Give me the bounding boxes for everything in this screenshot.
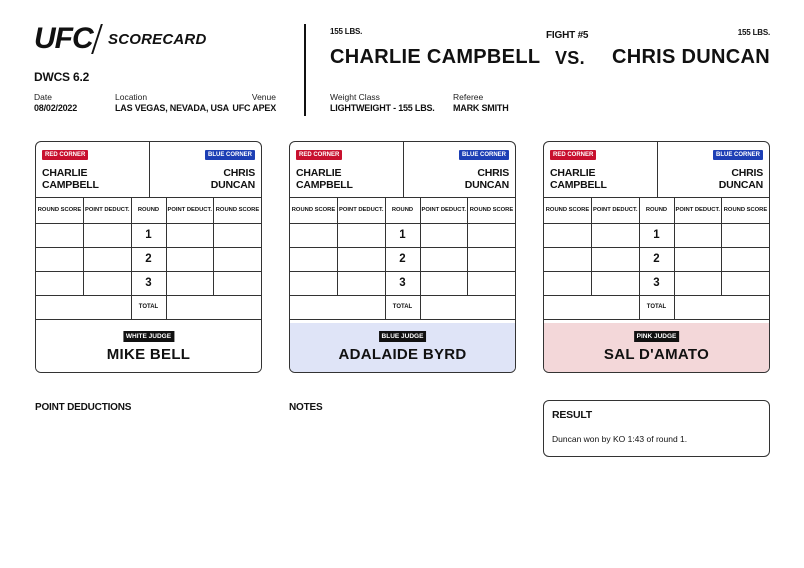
deduct-cell[interactable]	[338, 247, 386, 271]
round-number: 1	[385, 223, 420, 247]
round-number: 3	[639, 271, 674, 295]
location-label: Location	[115, 92, 148, 102]
header-divider	[304, 24, 306, 116]
col-point-deduct: POINT DEDUCT.	[674, 198, 722, 223]
score-cell[interactable]	[722, 223, 770, 247]
score-cell[interactable]	[214, 223, 262, 247]
score-cell[interactable]	[290, 247, 338, 271]
deduct-cell[interactable]	[592, 247, 640, 271]
col-round-score: ROUND SCORE	[290, 198, 338, 223]
round-number: 2	[639, 247, 674, 271]
round-number: 2	[385, 247, 420, 271]
judge-badge: PINK JUDGE	[634, 331, 680, 342]
total-label: TOTAL	[385, 295, 420, 319]
judge-badge: BLUE JUDGE	[379, 331, 427, 342]
red-weight: 155 LBS.	[330, 27, 363, 36]
corner-names	[544, 142, 769, 198]
judge-name: MIKE BELL	[106, 346, 191, 363]
col-point-deduct: POINT DEDUCT.	[166, 198, 214, 223]
score-cell[interactable]	[290, 271, 338, 295]
round-number: 3	[385, 271, 420, 295]
score-cell[interactable]	[722, 271, 770, 295]
blue-corner-badge: BLUE CORNER	[713, 150, 763, 160]
red-total-cell[interactable]	[290, 295, 385, 319]
score-cell[interactable]	[214, 271, 262, 295]
deduct-cell[interactable]	[338, 271, 386, 295]
red-corner-badge: RED CORNER	[42, 150, 88, 160]
deduct-cell[interactable]	[674, 271, 722, 295]
scorecard-judge-3	[543, 141, 770, 373]
col-round-score: ROUND SCORE	[36, 198, 84, 223]
deduct-cell[interactable]	[338, 223, 386, 247]
deduct-cell[interactable]	[674, 247, 722, 271]
location-value: LAS VEGAS, NEVADA, USA	[115, 103, 229, 113]
col-point-deduct: POINT DEDUCT.	[84, 198, 132, 223]
blue-corner-name: CHRIS DUNCAN	[718, 167, 763, 191]
corner-names	[290, 142, 515, 198]
venue-label: Venue	[251, 92, 276, 102]
deduct-cell[interactable]	[84, 271, 132, 295]
col-round: ROUND	[131, 198, 166, 223]
deduct-cell[interactable]	[166, 223, 214, 247]
col-round-score: ROUND SCORE	[544, 198, 592, 223]
ufc-logo: UFC	[34, 22, 93, 55]
col-point-deduct: POINT DEDUCT.	[592, 198, 640, 223]
round-number: 1	[131, 223, 166, 247]
blue-total-cell[interactable]	[674, 295, 769, 319]
red-corner-name: CHARLIE CAMPBELL	[42, 167, 99, 191]
red-corner-name: CHARLIE CAMPBELL	[550, 167, 607, 191]
judge-footer	[290, 323, 515, 373]
scorecard-title: SCORECARD	[108, 31, 207, 48]
blue-corner-name: CHRIS DUNCAN	[464, 167, 509, 191]
notes-heading: NOTES	[289, 402, 323, 413]
score-cell[interactable]	[36, 223, 84, 247]
blue-corner-badge: BLUE CORNER	[205, 150, 255, 160]
score-cell[interactable]	[544, 223, 592, 247]
result-text: Duncan won by KO 1:43 of round 1.	[552, 434, 688, 444]
deduct-cell[interactable]	[420, 223, 468, 247]
blue-total-cell[interactable]	[420, 295, 515, 319]
blue-fighter-name: CHRIS DUNCAN	[611, 46, 770, 68]
judge-name: ADALAIDE BYRD	[338, 346, 467, 363]
col-point-deduct: POINT DEDUCT.	[338, 198, 386, 223]
blue-corner-name: CHRIS DUNCAN	[210, 167, 255, 191]
red-total-cell[interactable]	[36, 295, 131, 319]
red-corner-name: CHARLIE CAMPBELL	[296, 167, 353, 191]
result-title: RESULT	[552, 409, 593, 421]
score-cell[interactable]	[722, 247, 770, 271]
score-cell[interactable]	[468, 271, 516, 295]
score-cell[interactable]	[36, 247, 84, 271]
col-round-score: ROUND SCORE	[214, 198, 262, 223]
date-value: 08/02/2022	[34, 103, 78, 113]
result-box	[543, 400, 770, 457]
round-number: 2	[131, 247, 166, 271]
col-round: ROUND	[385, 198, 420, 223]
total-label: TOTAL	[639, 295, 674, 319]
corner-names	[36, 142, 261, 198]
deduct-cell[interactable]	[420, 247, 468, 271]
score-cell[interactable]	[468, 223, 516, 247]
score-cell[interactable]	[468, 247, 516, 271]
referee-label: Referee	[453, 92, 484, 102]
score-cell[interactable]	[544, 247, 592, 271]
judge-name: SAL D'AMATO	[603, 346, 710, 363]
vs-label: VS.	[555, 48, 585, 68]
scorecard-judge-2	[289, 141, 516, 373]
col-round: ROUND	[639, 198, 674, 223]
col-point-deduct: POINT DEDUCT.	[420, 198, 468, 223]
blue-weight: 155 LBS.	[737, 28, 770, 37]
red-corner-badge: RED CORNER	[550, 150, 596, 160]
red-total-cell[interactable]	[544, 295, 639, 319]
red-fighter-name: CHARLIE CAMPBELL	[330, 46, 541, 68]
round-number: 1	[639, 223, 674, 247]
date-label: Date	[34, 92, 52, 102]
red-corner-badge: RED CORNER	[296, 150, 342, 160]
deduct-cell[interactable]	[84, 247, 132, 271]
round-number: 3	[131, 271, 166, 295]
deduct-cell[interactable]	[592, 271, 640, 295]
judge-footer	[544, 323, 769, 373]
col-round-score: ROUND SCORE	[722, 198, 770, 223]
score-cell[interactable]	[544, 271, 592, 295]
judge-footer	[36, 323, 261, 373]
fight-number: FIGHT #5	[546, 30, 589, 41]
weight-class-value: LIGHTWEIGHT - 155 LBS.	[330, 103, 435, 113]
weight-class-label: Weight Class	[330, 92, 380, 102]
deduct-cell[interactable]	[592, 223, 640, 247]
score-table	[290, 198, 515, 320]
referee-value: MARK SMITH	[453, 103, 509, 113]
deduct-cell[interactable]	[166, 247, 214, 271]
total-label: TOTAL	[131, 295, 166, 319]
blue-corner-badge: BLUE CORNER	[459, 150, 509, 160]
col-round-score: ROUND SCORE	[468, 198, 516, 223]
score-table	[544, 198, 769, 320]
score-table	[36, 198, 261, 320]
venue-value: UFC APEX	[232, 103, 276, 113]
scorecard-judge-1	[35, 141, 262, 373]
deduct-cell[interactable]	[84, 223, 132, 247]
score-cell[interactable]	[36, 271, 84, 295]
judge-badge: WHITE JUDGE	[123, 331, 174, 342]
score-cell[interactable]	[290, 223, 338, 247]
score-cell[interactable]	[214, 247, 262, 271]
deduct-cell[interactable]	[674, 223, 722, 247]
deduct-cell[interactable]	[420, 271, 468, 295]
deduct-cell[interactable]	[166, 271, 214, 295]
blue-total-cell[interactable]	[166, 295, 261, 319]
point-deductions-heading: POINT DEDUCTIONS	[35, 402, 132, 413]
event-name: DWCS 6.2	[34, 70, 90, 84]
